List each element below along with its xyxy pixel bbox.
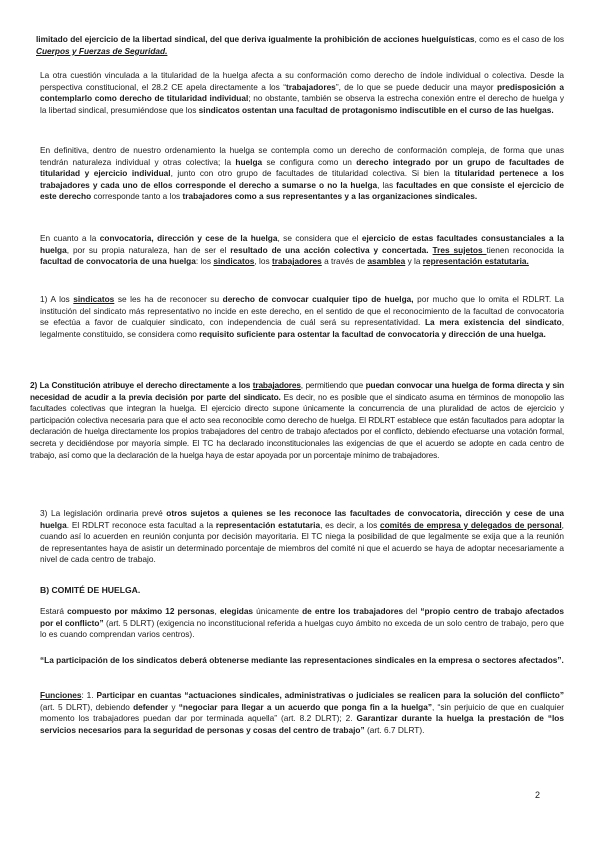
list-item-sindicatos: 1) A los sindicatos se les ha de reconocer su derecho de convocar cualquier tipo de huelga, por mucho que lo omita el RDLRT. La institución del sindicato más representativo no incide en este derecho, en el sentido de que el reconocimiento de la facultad de convocatoria se efectúa a favor de cualquier sindicato, con independencia de cuál será su representatividad. La mera existencia del sindicato, legalmente constituido, se considera como requisito suficiente para ostentar la facultad de convocatoria y dirección de una huelga. [40, 294, 565, 339]
paragraph-definitiva: En definitiva, dentro de nuestro ordenamiento la huelga se contempla como un derecho de conformación compleja, de forma que unas tendrán naturaleza individual y otras colectiva; la huelga se configura como un derecho integrado por un grupo de facultades de titularidad y ejercicio individual, junto con otro grupo de facultades de titularidad colectiva. Si bien la titularidad pertenece a los trabajadores y cada uno de ellos corresponde el derecho a sumarse o no la huelga, las facultades en que consiste el ejercicio de este derecho corresponde tanto a los trabajadores como a sus representantes y a las organizaciones sindicales. [40, 145, 565, 202]
page-number: 2 [534, 790, 540, 800]
text: , como es el caso de los [474, 34, 564, 44]
list-item-otros-sujetos: 3) La legislación ordinaria prevé otros sujetos a quienes se les reconoce las facultades de convocatoria, dirección y cese de una huelga. El RDLRT reconoce esta facultad a la representación estatutaria, es decir, a los comités de empresa y delegados de personal, cuando así lo acuerden en reunión conjunta por decisión mayoritaria. El TC niega la posibilidad de que legalmente se exija que a la reunión de representantes haya de asistir un determinado porcentaje de miembros del comité ni que el acuerdo se haya de adoptar necesariamente a nivel de cada centro de trabajo. [40, 508, 564, 565]
paragraph-titularidad: La otra cuestión vinculada a la titularidad de la huelga afecta a su conformación como derecho de índole individual o colectiva. Desde la perspectiva constitucional, el 28.2 CE apela directamente a los “trabajadores”, de lo que se puede deducir una mayor predisposición a contemplarlo como derecho de titularidad individual; no obstante, también se observa la estrecha conexión entre el derecho de huelga y la libertad sindical, presumiéndose que los sindicatos ostentan una facultad de protagonismo indiscutible en el curso de las huelgas. [40, 70, 565, 115]
paragraph-composicion: Estará compuesto por máximo 12 personas, elegidas únicamente de entre los trabajadores del “propio centro de trabajo afectados por el conflicto” (art. 5 DLRT) (exigencia no inconstitucional referida a huelgas cuyo ámbito no exceda de un solo centro de trabajo, pero que lo es cuando comprendan varios centros). [40, 606, 564, 640]
text-bold-italic: Cuerpos y Fuerzas de Seguridad. [36, 45, 168, 56]
text-bold: limitado del ejercicio de la libertad sindical, del que deriva igualmente la prohibición de acciones huelguísticas [36, 34, 475, 44]
paragraph-participacion: “La participación de los sindicatos deberá obtenerse mediante las representaciones sindicales en la empresa o sectores afectados”. [40, 655, 564, 665]
paragraph-funciones: Funciones: 1. Participar en cuantas “actuaciones sindicales, administrativas o judiciales se realicen para la solución del conflicto” (art. 5 DLRT), debiendo defender y “negociar para llegar a un acuerdo que ponga fin a la huelga”, “sin perjuicio de que en cualquier momento los trabajadores puedan dar por terminada aquella” (art. 8.2 DLRT); 2. Garantizar durante la huelga la prestación de “los servicios necesarios para la seguridad de personas y cosas del centro de trabajo” (art. 6.7 DLRT). [40, 690, 565, 735]
section-heading: B) COMITÉ DE HUELGA. [40, 585, 141, 595]
paragraph-convocatoria: En cuanto a la convocatoria, dirección y cese de la huelga, se considera que el ejercicio de estas facultades consustanciales a la huelga, por su propia naturaleza, han de ser el resultado de una acción colectiva y concertada. Tres sujetos tienen reconocida la facultad de convocatoria de una huelga: los sindicatos, los trabajadores a través de asamblea y la representación estatutaria. [40, 233, 565, 267]
paragraph-limitacion [36, 34, 564, 57]
list-item-trabajadores: 2) La Constitución atribuye el derecho directamente a los trabajadores, permitiendo que puedan convocar una huelga de forma directa y sin necesidad de acudir a la previa decisión por parte del sindicato. Es decir, no es posible que el sindicato asuma en términos de monopolio las facultades colectivas que integran la huelga. El ejercicio directo supone únicamente la concurrencia de una pluralidad de actos de ejercicio y participación colectiva necesaria para que el acto sea reconocible como derecho de huelga. El RDLRT establece que están facultados para adoptar la declaración de huelga directamente los propios trabajadores del centro de trabajo afectados por el conflicto, debiendo efectuarse una votación formal, secreta y decidiéndose por mayoría simple. El TC ha declarado inconstitucionales las exigencias de que el acuerdo se adopte en cada centro de trabajo, así como que la declaración de la huelga haya de estar apoyada por un porcentaje mínimo de trabajadores. [30, 380, 565, 460]
